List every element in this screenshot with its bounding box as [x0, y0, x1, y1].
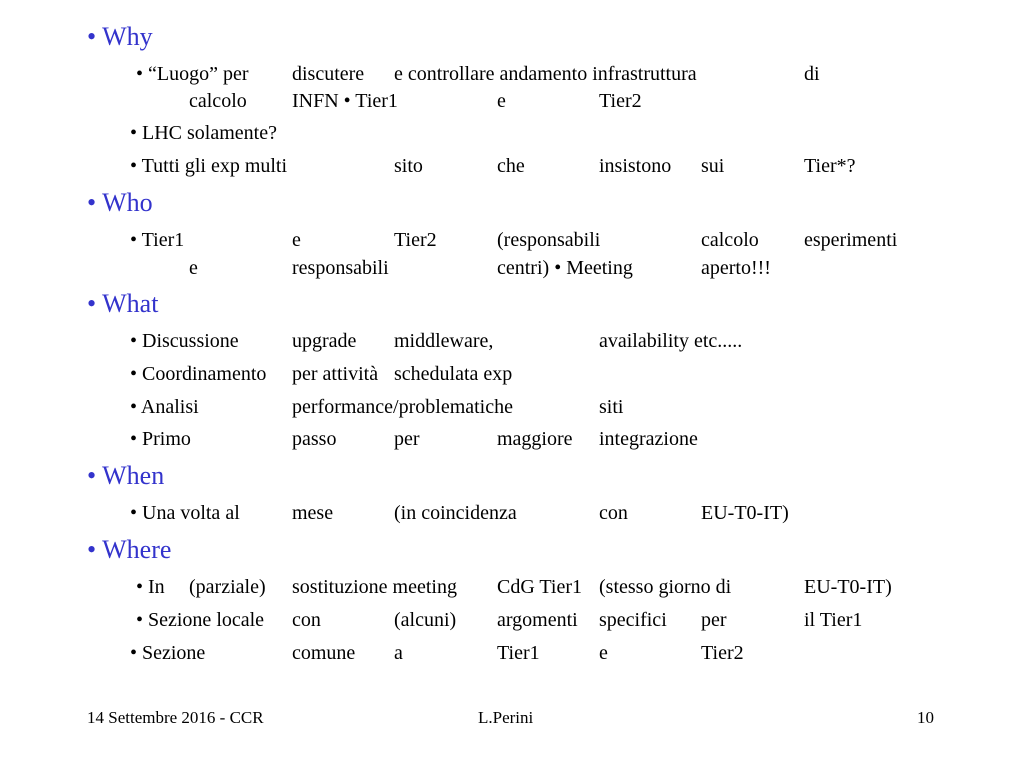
text-cell: mese	[292, 502, 334, 524]
heading-why: • Why	[87, 22, 153, 51]
text-cell: (alcuni)	[394, 609, 457, 631]
text-cell: • LHC solamente?	[130, 122, 277, 144]
text-cell: (parziale)	[189, 576, 266, 598]
text-cell: Tier1	[497, 642, 540, 664]
text-cell: (responsabili	[497, 229, 601, 251]
heading-when: • When	[87, 461, 165, 490]
text-cell: availability etc.....	[599, 330, 743, 352]
text-cell: e	[599, 642, 608, 664]
text-cell: e controllare andamento infrastruttura	[394, 63, 697, 85]
text-cell: • Sezione	[130, 642, 206, 664]
text-cell: argomenti	[497, 609, 578, 631]
text-cell: • “Luogo” per	[136, 63, 249, 85]
footer-date: 14 Settembre 2016 - CCR	[87, 708, 264, 727]
text-cell: che	[497, 155, 525, 177]
text-cell: con	[599, 502, 628, 524]
text-cell: EU-T0-IT)	[804, 576, 892, 598]
text-cell: calcolo	[189, 90, 247, 112]
text-cell: per	[394, 428, 420, 450]
text-cell: per attività	[292, 363, 379, 385]
text-cell: Tier2	[599, 90, 642, 112]
text-cell: INFN • Tier1	[292, 90, 398, 112]
text-cell: • Coordinamento	[130, 363, 267, 385]
text-cell: CdG Tier1	[497, 576, 583, 598]
text-cell: Tier2	[701, 642, 744, 664]
text-cell: responsabili	[292, 257, 389, 279]
text-cell: middleware,	[394, 330, 494, 352]
text-cell: • Analisi	[130, 396, 199, 418]
text-cell: comune	[292, 642, 356, 664]
text-cell: (in coincidenza	[394, 502, 517, 524]
text-cell: con	[292, 609, 321, 631]
text-cell: (stesso giorno di	[599, 576, 732, 598]
footer-author: L.Perini	[478, 708, 534, 727]
text-cell: aperto!!!	[701, 257, 771, 279]
text-cell: • Una volta al	[130, 502, 240, 524]
text-cell: • Tutti gli exp multi	[130, 155, 288, 177]
text-cell: insistono	[599, 155, 672, 177]
footer-page-number: 10	[917, 708, 934, 727]
text-cell: sostituzione meeting	[292, 576, 457, 598]
text-cell: • Tier1	[130, 229, 185, 251]
text-cell: • Primo	[130, 428, 191, 450]
text-cell: esperimenti	[804, 229, 898, 251]
text-cell: • Discussione	[130, 330, 239, 352]
text-cell: il Tier1	[804, 609, 863, 631]
text-cell: maggiore	[497, 428, 573, 450]
text-cell: integrazione	[599, 428, 698, 450]
heading-who: • Who	[87, 188, 153, 217]
text-cell: e	[497, 90, 506, 112]
text-cell: Tier2	[394, 229, 437, 251]
text-cell: specifici	[599, 609, 667, 631]
text-cell: calcolo	[701, 229, 759, 251]
text-cell: centri) • Meeting	[497, 257, 633, 279]
text-cell: e	[292, 229, 301, 251]
text-cell: EU-T0-IT)	[701, 502, 789, 524]
text-cell: sito	[394, 155, 423, 177]
text-cell: di	[804, 63, 820, 85]
text-cell: performance/problematiche	[292, 396, 513, 418]
text-cell: a	[394, 642, 403, 664]
text-cell: • Sezione locale	[136, 609, 265, 631]
text-cell: siti	[599, 396, 624, 418]
text-cell: upgrade	[292, 330, 357, 352]
text-cell: schedulata exp	[394, 363, 513, 385]
text-cell: passo	[292, 428, 337, 450]
text-cell: sui	[701, 155, 725, 177]
text-cell: • In	[136, 576, 165, 598]
heading-where: • Where	[87, 535, 172, 564]
text-cell: Tier*?	[804, 155, 856, 177]
text-cell: discutere	[292, 63, 365, 85]
heading-what: • What	[87, 289, 159, 318]
text-cell: e	[189, 257, 198, 279]
text-cell: per	[701, 609, 727, 631]
